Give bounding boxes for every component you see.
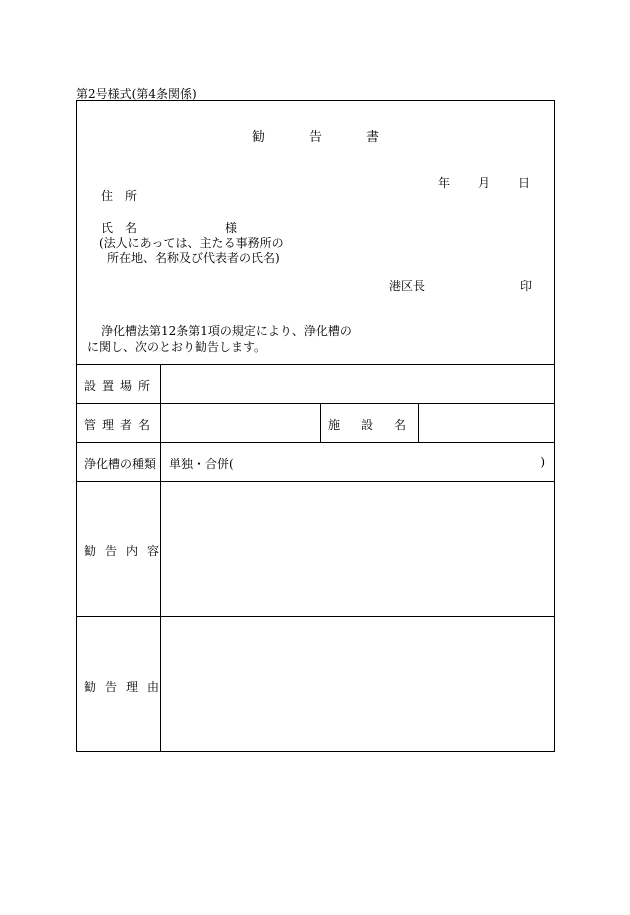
location-label: 設置場所 bbox=[84, 379, 157, 393]
date-month: 月 bbox=[477, 176, 490, 190]
manager-column-divider bbox=[320, 403, 321, 442]
manager-name-field[interactable] bbox=[161, 404, 320, 442]
address-label: 住 所 bbox=[101, 189, 138, 203]
form-number-label: 第2号様式(第4条関係) bbox=[76, 87, 197, 101]
honorific: 様 bbox=[225, 221, 238, 235]
body-text-line-1: 浄化槽法第12条第1項の規定により、浄化槽の bbox=[101, 324, 352, 338]
issuer-title: 港区長 bbox=[389, 279, 426, 293]
date-line bbox=[438, 174, 530, 191]
body-text-line-2: に関し、次のとおり勧告します。 bbox=[87, 340, 267, 354]
document-title: 勧告書 bbox=[251, 130, 423, 145]
row-divider-2 bbox=[77, 442, 554, 443]
septic-type-options[interactable]: 単独・合併( bbox=[169, 457, 234, 471]
septic-type-label: 浄化槽の種類 bbox=[84, 457, 157, 471]
corporate-note-line-2: 所在地、名称及び代表者の氏名) bbox=[107, 251, 280, 265]
facility-name-label: 施設名 bbox=[328, 418, 428, 432]
septic-type-close-paren: ) bbox=[540, 455, 545, 469]
recommendation-content-label: 勧告内容 bbox=[84, 544, 169, 558]
corporate-note-line-1: (法人にあっては、主たる事務所の bbox=[99, 236, 284, 250]
seal-mark: 印 bbox=[519, 279, 532, 293]
date-day: 日 bbox=[517, 176, 530, 190]
manager-name-label: 管理者名 bbox=[84, 418, 157, 432]
recommendation-reason-field[interactable] bbox=[161, 617, 555, 751]
recommendation-form bbox=[76, 100, 555, 752]
name-label: 氏 名 bbox=[101, 221, 138, 235]
recommendation-reason-label: 勧告理由 bbox=[84, 680, 169, 694]
recommendation-content-field[interactable] bbox=[161, 482, 555, 616]
facility-name-field[interactable] bbox=[419, 404, 555, 442]
date-year: 年 bbox=[437, 176, 450, 190]
location-field[interactable] bbox=[161, 365, 555, 403]
